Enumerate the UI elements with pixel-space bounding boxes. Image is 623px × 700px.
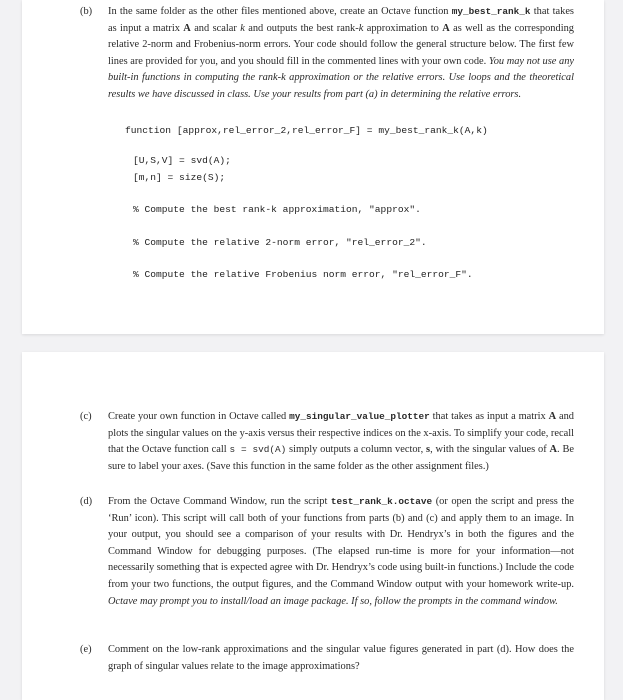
script-name: test_rank_k.octave xyxy=(330,496,433,507)
part-b-text: In the same folder as the other files mentioned above, create an Octave function my_best_rank_k that takes as input a matrix A and scalar k and outputs the best rank-k approximation to A as well as the corresponding relative 2-norm and Frobenius-norm errors. Your code should follow the general structure below. The first few lines are provided for you, and you should fill in the commented lines with your own code. You may not use any built-in functions in computing the rank-k approximation or the relative errors. Use loops and the theoretical results we have discussed in class. Use your results from part (a) in determining the relative errors. xyxy=(108,6,574,100)
function-name: my_best_rank_k xyxy=(451,6,531,17)
code-svd-line: [U,S,V] = svd(A); xyxy=(133,155,231,166)
part-d-italic-note: Octave may prompt you to install/load an image package. If so, follow the prompts in the command window. xyxy=(108,595,558,607)
function-name: my_singular_value_plotter xyxy=(289,411,430,422)
part-d-label: (d) xyxy=(80,496,93,507)
part-b-italic-note: You may not use any built-in functions in computing the rank-k approximation or the relative errors. Use loops and the theoretical results we have discussed in class. Use your results from part (a) in determining the relative errors. xyxy=(108,55,574,100)
part-b-label: (b) xyxy=(80,6,93,17)
part-c-text: Create your own function in Octave called my_singular_value_plotter that takes as input a matrix A and plots the singular values on the y-axis versus their respective indices on the x-axis. To simplify your code, recall that the Octave function call s = svd(A) simply outputs a column vector, s, with the singular values of A. Be sure to label your axes. (Save this function in the same folder as the other assignment files.) xyxy=(108,411,575,472)
code-size-line: [m,n] = size(S); xyxy=(133,172,226,183)
part-d-text: From the Octave Command Window, run the script test_rank_k.octave (or open the script and press the ‘Run’ icon). This script will call both of your functions from parts (b) and (c) and apply them to an image. In your output, you should see a comparison of your results with Dr. Hendryx’s in both the figures and the Command Window for debugging purposes. (The elapsed run-time is more for your information—not necessarily something that is expected agree with Dr. Hendryx’s code using built-in functions.) Include the code from your two functions, the output figures, and the Command Window output with your homework write-up. Octave may prompt you to install/load an image package. If so, follow the prompts in the command window. xyxy=(108,496,575,607)
code-comment-frobenius: % Compute the relative Frobenius norm error, "rel_error_F". xyxy=(133,269,473,280)
document-page-1 xyxy=(22,0,604,334)
code-comment-2norm: % Compute the relative 2-norm error, "rel_error_2". xyxy=(133,237,427,248)
code-function-signature: function [approx,rel_error_2,rel_error_F] = my_best_rank_k(A,k) xyxy=(125,125,488,136)
part-e-text: Comment on the low-rank approximations and the singular value figures generated in part (d). How does the graph of singular values relate to the image approximations? xyxy=(108,644,574,672)
part-c-label: (c) xyxy=(80,411,92,422)
document-page-2 xyxy=(22,352,604,700)
part-e-label: (e) xyxy=(80,644,92,655)
code-comment-approx: % Compute the best rank-k approximation, "approx". xyxy=(133,204,421,215)
svd-call: s = svd(A) xyxy=(229,444,287,456)
